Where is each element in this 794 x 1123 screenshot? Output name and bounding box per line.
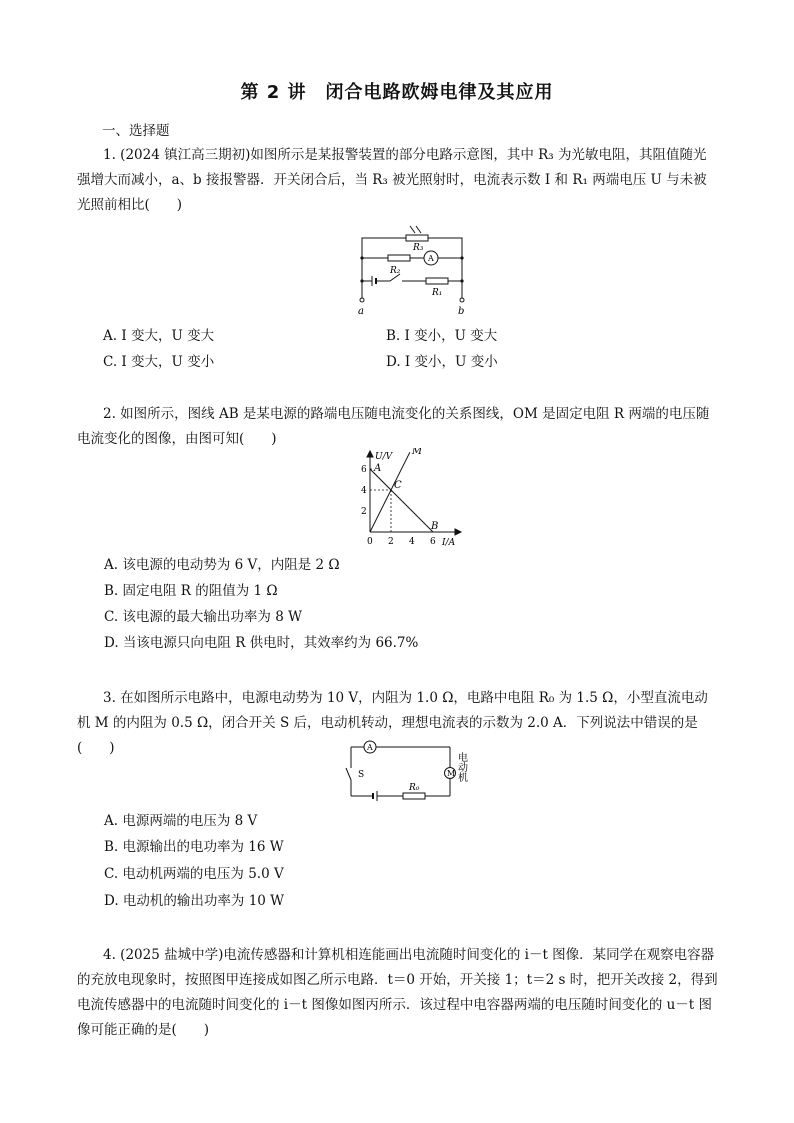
- question-3-option-b: B. 电源输出的电功率为 16 W: [104, 839, 284, 855]
- question-3-option-a: A. 电源两端的电压为 8 V: [104, 813, 258, 829]
- y-axis-label: U/V: [375, 452, 393, 462]
- series-line-ab: [370, 469, 433, 532]
- question-3-text: 3. 在如图所示电路中，电源电动势为 10 V，内阻为 1.0 Ω，电路中电阻 R₀ 为 1.5 Ω，小型直流电动机 M 的内阻为 0.5 Ω，闭合开关 S 后，电动机转动，理想电流表的示数为 2.0 A．下列说法中错误的是( ): [77, 690, 708, 756]
- question-2-option-c: C. 该电源的最大输出功率为 8 W: [104, 609, 302, 625]
- motor-text-label: 电动机: [455, 752, 467, 782]
- terminal-b-label: b: [458, 306, 465, 317]
- x-axis-arrow: [455, 529, 461, 535]
- point-label-m: M: [411, 448, 423, 458]
- x-tick-label: 4: [409, 537, 415, 547]
- r2-label: R₂: [390, 266, 401, 276]
- x-tick-label: 0: [367, 537, 373, 547]
- y-tick-label: 6: [361, 465, 367, 475]
- motor-label: M: [447, 769, 456, 778]
- section-heading: 一、选择题: [102, 123, 170, 139]
- question-2-ui-graph: [345, 448, 465, 550]
- question-2-text: 2. 如图所示，图线 AB 是某电源的路端电压随电流变化的关系图线，OM 是固定电阻 R 两端的电压随电流变化的图像，由图可知( ): [77, 406, 710, 447]
- y-tick-label: 2: [361, 507, 367, 517]
- question-3-option-c: C. 电动机两端的电压为 5.0 V: [104, 866, 284, 882]
- question-1-option-b: B. I 变小，U 变大: [386, 328, 498, 344]
- point-label-a: A: [374, 463, 382, 474]
- r3-label: R₃: [413, 243, 424, 253]
- page-title: 第 2 讲 闭合电路欧姆电律及其应用: [240, 82, 554, 103]
- switch-label: S: [358, 770, 365, 780]
- point-label-b: B: [431, 521, 439, 532]
- question-2-option-d: D. 当该电源只向电阻 R 供电时，其效率约为 66.7%: [104, 635, 419, 651]
- question-2-option-b: B. 固定电阻 R 的阻值为 1 Ω: [104, 583, 278, 599]
- question-2-option-a: A. 该电源的电动势为 6 V，内阻是 2 Ω: [104, 557, 340, 573]
- y-tick-label: 4: [361, 486, 367, 496]
- x-axis-label: I/A: [442, 538, 456, 548]
- point-label-c: C: [394, 480, 402, 491]
- x-tick-label: 6: [430, 537, 436, 547]
- question-1-option-c: C. I 变大，U 变小: [103, 354, 215, 370]
- terminal-a-label: a: [358, 306, 364, 317]
- question-1-circuit-diagram: [340, 218, 480, 318]
- ammeter-label: A: [428, 254, 434, 263]
- question-3-circuit-diagram: [345, 738, 475, 803]
- question-1-option-d: D. I 变小，U 变小: [386, 354, 498, 370]
- r1-label: R₁: [432, 288, 443, 298]
- y-axis-arrow: [367, 451, 373, 457]
- question-1-option-a: A. I 变大，U 变大: [103, 328, 215, 344]
- question-1-text: 1. (2024 镇江高三期初)如图所示是某报警装置的部分电路示意图，其中 R₃ 为光敏电阻，其阻值随光强增大而减小，a、b 接报警器．开关闭合后，当 R₃ 被光照射时，电流表示数 I 和 R₁ 两端电压 U 与未被光照前相比( ): [77, 147, 707, 213]
- question-3-option-d: D. 电动机的输出功率为 10 W: [104, 893, 285, 909]
- question-4-text: 4. (2025 盐城中学)电流传感器和计算机相连能画出电流随时间变化的 i－t 图像．某同学在观察电容器的充放电现象时，按照图甲连接成如图乙所示电路．t＝0 开始，开关接 1；t＝2 s 时，把开关改接 2，得到电流传感器中的电流随时间变化的 i－t 图像如图丙所示．该过程中电容器两端的电压随时间变化的 u－t 图像可能正确的是( ): [77, 947, 718, 1038]
- r0-label: R₀: [409, 783, 420, 793]
- ammeter-label: A: [367, 743, 373, 752]
- x-tick-label: 2: [388, 537, 394, 547]
